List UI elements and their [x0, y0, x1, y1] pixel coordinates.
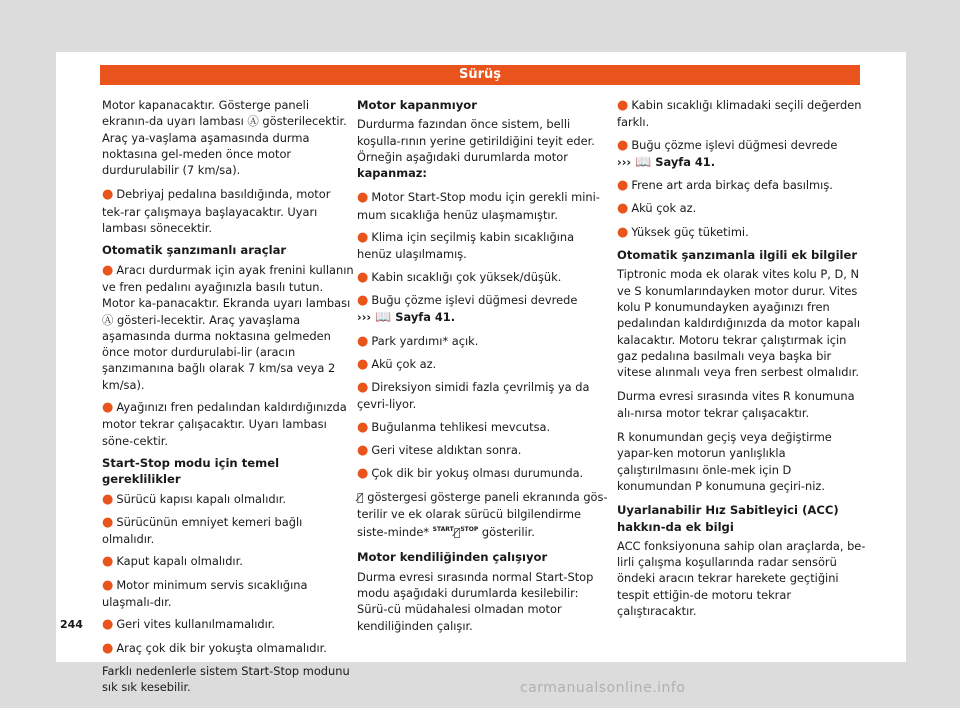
list-item: ● Aracı durdurmak için ayak frenini kullanın ve fren pedalını ayağınızla basılı tutun. Motor ka-panacaktır. Ekranda uyarı lambası Ⓐ gösteri-lecektir. Araç yavaşlama aşamasında durma noktasına gelmeden önce motor durdurulabi-lir (aracın şanzımanına bağlı olarak 7 km/sa veya 2 km/sa). — [102, 262, 354, 392]
bullet-list — [617, 97, 869, 241]
bullet-icon: ● — [102, 491, 114, 507]
paragraph: Durma evresi sırasında normal Start-Stop modu aşağıdaki durumlarda kesilebilir: Sürü-cü müdahalesi olmadan motor kendiliğinden çalışır. — [357, 569, 594, 633]
bullet-icon: ● — [617, 201, 629, 217]
list-item: ● Yüksek güç tüketimi. — [617, 224, 749, 240]
bullet-icon: ● — [102, 554, 114, 570]
paragraph: Durdurma fazından önce sistem, belli koşulla-rının yerine getirildiğini teyit eder. Örneğin aşağıdaki durumlarda motor kapanmaz: — [357, 117, 595, 181]
list-item: ● Klima için seçilmiş kabin sıcaklığına henüz ulaşılmamış. — [357, 230, 575, 262]
bullet-icon: ● — [357, 292, 369, 308]
bullet-icon: ● — [102, 577, 114, 593]
bullet-icon: ● — [102, 514, 114, 530]
list-item: ● Akü çok az. — [617, 201, 697, 217]
list-item: ● Buğu çözme işlevi düğmesi devrede ››› 📖 Sayfa 41. — [357, 292, 578, 326]
paragraph: ACC fonksiyonuna sahip olan araçlarda, be-lirli çalışma koşullarında radar sensörü öndeki aracın tekrar harekete geçtiğini tespit ettiğin-de motoru tekrar çalıştıracaktır. — [617, 538, 866, 619]
list-item: ● Kabin sıcaklığı klimadaki seçili değerden farklı. — [617, 98, 862, 130]
start-stop-crossed-icon: Ⓐ̸ — [357, 490, 364, 504]
list-item: ● Buğu çözme işlevi düğmesi devrede ››› 📖 Sayfa 41. — [617, 137, 838, 170]
paragraph: Durma evresi sırasında vites R konumuna alı-nırsa motor tekrar çalışacaktır. — [617, 389, 855, 420]
paragraph: R konumundan geçiş veya değiştirme yapar-ken motorun yanlışlıkla çalıştırılmasını önle-mek için D konumundan P konumuna geçiri-niz. — [617, 430, 832, 493]
subheading: Start-Stop modu için temel gereklilikler — [102, 455, 280, 487]
list-item: ● Motor minimum servis sıcaklığına ulaşmalı-dır. — [102, 577, 308, 610]
list-item: ● Kaput kapalı olmalıdır. — [102, 554, 243, 570]
bullet-icon: ● — [357, 356, 369, 372]
subheading: Otomatik şanzımanla ilgili ek bilgiler — [617, 248, 858, 263]
bullet-list — [102, 262, 354, 449]
list-item: ● Sürücünün emniyet kemeri bağlı olmalıdır. — [102, 514, 303, 547]
page-reference-link[interactable]: ››› 📖 Sayfa 41. — [357, 310, 456, 326]
bullet-icon: ● — [102, 640, 114, 656]
bullet-icon: ● — [357, 443, 369, 459]
bullet-icon: ● — [357, 269, 369, 285]
bullet-list — [357, 189, 609, 482]
page-number: 244 — [60, 618, 83, 631]
column-1 — [102, 97, 354, 704]
bullet-icon: ● — [357, 380, 369, 396]
paragraph: Tiptronic moda ek olarak vites kolu P, D, N ve S konumlarındayken motor durur. Vites kolu P konumundayken ayağınızı fren pedalından kaldırdığınızda da motor kapalı kalacaktır. Motoru tekrar çalıştırmak için gaz pedalına basılmalı veya başka bir vitese alınmalı veya fren serbest olmalıdır. — [617, 267, 861, 380]
list-item: ● Direksiyon simidi fazla çevrilmiş ya da çevri-liyor. — [357, 380, 590, 412]
bullet-icon: ● — [617, 137, 629, 153]
bullet-icon: ● — [357, 190, 369, 206]
subheading: Otomatik şanzımanlı araçlar — [102, 243, 287, 258]
list-item: ● Motor Start-Stop modu için gerekli mini-mum sıcaklığa henüz ulaşmamıştır. — [357, 190, 600, 222]
page-reference-link[interactable]: ››› 📖 Sayfa 41. — [617, 154, 716, 170]
list-item: ● Araç çok dik bir yokuşta olmamalıdır. — [102, 640, 327, 656]
paragraph: Farklı nedenlerle sistem Start-Stop modunu sık sık kesebilir. — [102, 663, 350, 695]
list-item: ● Geri vitese aldıktan sonra. — [357, 443, 522, 459]
bullet-icon: ● — [102, 187, 114, 203]
list-item: ● Frene art arda birkaç defa basılmış. — [617, 178, 833, 194]
bullet-icon: ● — [357, 333, 369, 349]
bullet-list — [102, 491, 354, 657]
subheading: Uyarlanabilir Hız Sabitleyici (ACC) hakkın-da ek bilgi — [617, 503, 839, 534]
list-item: ● Ayağınızı fren pedalından kaldırdığınızda motor tekrar çalışacaktır. Uyarı lambası söne-cektir. — [102, 400, 347, 448]
bullet-icon: ● — [357, 419, 369, 435]
bullet-icon: ● — [102, 262, 114, 278]
column-2 — [357, 97, 609, 642]
book-icon: 📖 — [635, 154, 652, 170]
column-3 — [617, 97, 869, 627]
paragraph: Motor kapanacaktır. Gösterge paneli ekranın-da uyarı lambası Ⓐ gösterilecektir. Araç ya-vaşlama aşamasında durma noktasına gel-meden önce motor durdurulabilir (7 km/sa). — [102, 98, 347, 178]
list-item: ● Sürücü kapısı kapalı olmalıdır. — [102, 491, 287, 507]
bullet-icon: ● — [617, 178, 629, 194]
list-item: ● Akü çok az. — [357, 356, 437, 372]
bullet-icon: ● — [357, 466, 369, 482]
bullet-icon: ● — [617, 224, 629, 240]
list-item: ● Buğulanma tehlikesi mevcutsa. — [357, 419, 551, 435]
paragraph: Ⓐ̸ göstergesi gösterge paneli ekranında gös-terilir ve ek olarak sürücü bilgilendirme siste-minde* $^{START}$Ⓐ̸$^{STOP}$ gösterilir. — [357, 489, 609, 542]
watermark: carmanualsonline.info — [520, 680, 686, 696]
list-item: ● Debriyaj pedalına basıldığında, motor tek-rar çalışmaya başlayacaktır. Uyarı lambası sönecektir. — [102, 187, 331, 236]
subheading: Motor kendiliğinden çalışıyor — [357, 550, 548, 565]
bullet-list — [102, 186, 354, 236]
chevrons-right-icon: ››› — [357, 310, 372, 325]
list-item: ● Çok dik bir yokuş olması durumunda. — [357, 466, 584, 482]
bullet-icon: ● — [102, 617, 114, 633]
bullet-icon: ● — [102, 400, 114, 416]
chevrons-right-icon: ››› — [617, 154, 632, 169]
bullet-icon: ● — [357, 230, 369, 246]
subheading: Motor kapanmıyor — [357, 98, 477, 112]
book-icon: 📖 — [375, 310, 392, 326]
bullet-icon: ● — [617, 98, 629, 113]
list-item: ● Kabin sıcaklığı çok yüksek/düşük. — [357, 269, 562, 285]
list-item: ● Park yardımı* açık. — [357, 333, 479, 349]
start-stop-crossed-icon: Ⓐ̸ — [453, 526, 461, 540]
section-header: Sürüş — [100, 65, 860, 85]
list-item: ● Geri vites kullanılmamalıdır. — [102, 617, 276, 633]
